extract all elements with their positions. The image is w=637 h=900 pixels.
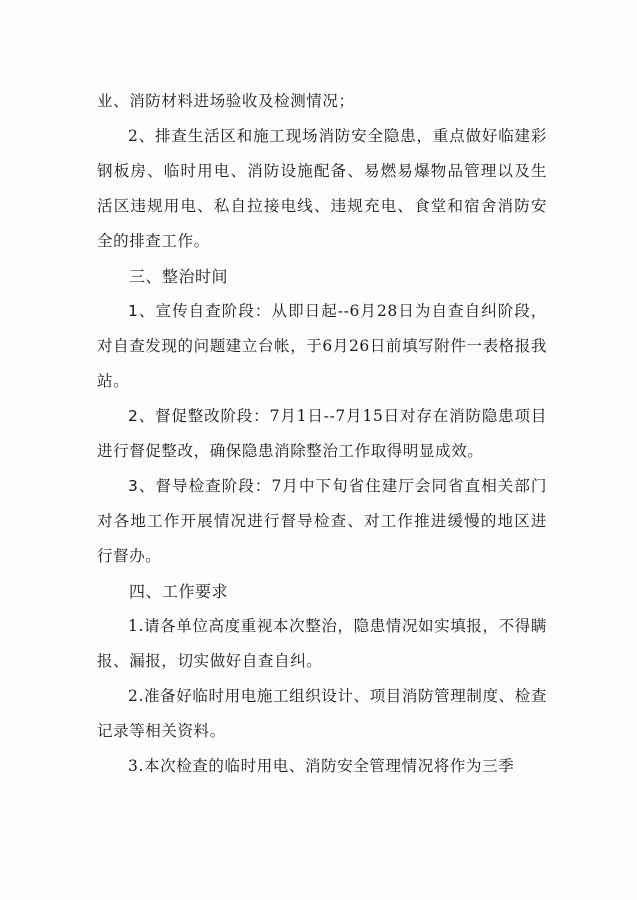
stage-2-label: 2、督促整改阶段： <box>128 407 270 425</box>
paragraph-requirement-1: 1.请各单位高度重视本次整治，隐患情况如实填报，不得瞒报、漏报，切实做好自查自纠。 <box>97 617 547 670</box>
section-heading-4: 四、工作要求 <box>129 582 229 601</box>
stage-1-label: 1、宣传自查阶段： <box>128 302 272 320</box>
stage-3-text: 7月中下旬省住建厅会同省直相关部门对各地工作开展情况进行督导检查、对工作推进缓慢的地区进行督办。 <box>97 477 547 565</box>
stage-3-label: 3、督导检查阶段： <box>128 477 272 495</box>
paragraph-requirement-3: 3.本次检查的临时用电、消防安全管理情况将作为三季 <box>128 757 515 775</box>
document-body <box>97 84 547 784</box>
section-heading-3: 三、整治时间 <box>129 267 229 286</box>
paragraph-stage-1 <box>97 294 547 399</box>
paragraph-item-2: 2、排查生活区和施工现场消防安全隐患，重点做好临建彩钢板房、临时用电、消防设施配备、易燃易爆物品管理以及生活区违规用电、私自拉接电线、违规充电、食堂和宿舍消防安全的排查工作。 <box>97 127 547 250</box>
stage-1-text: 从即日起--6月28日为自查自纠阶段，对自查发现的问题建立台帐，于6月26日前填写附件一表格报我站。 <box>97 302 548 390</box>
stage-2-text: 7月1日--7月15日对存在消防隐患项目进行督促整改，确保隐患消除整治工作取得明显成效。 <box>97 407 547 460</box>
paragraph-stage-2 <box>97 399 547 469</box>
paragraph-continuation: 业、消防材料进场验收及检测情况； <box>97 92 355 110</box>
paragraph-stage-3 <box>97 469 547 574</box>
paragraph-requirement-2: 2.准备好临时用电施工组织设计、项目消防管理制度、检查记录等相关资料。 <box>97 687 547 740</box>
